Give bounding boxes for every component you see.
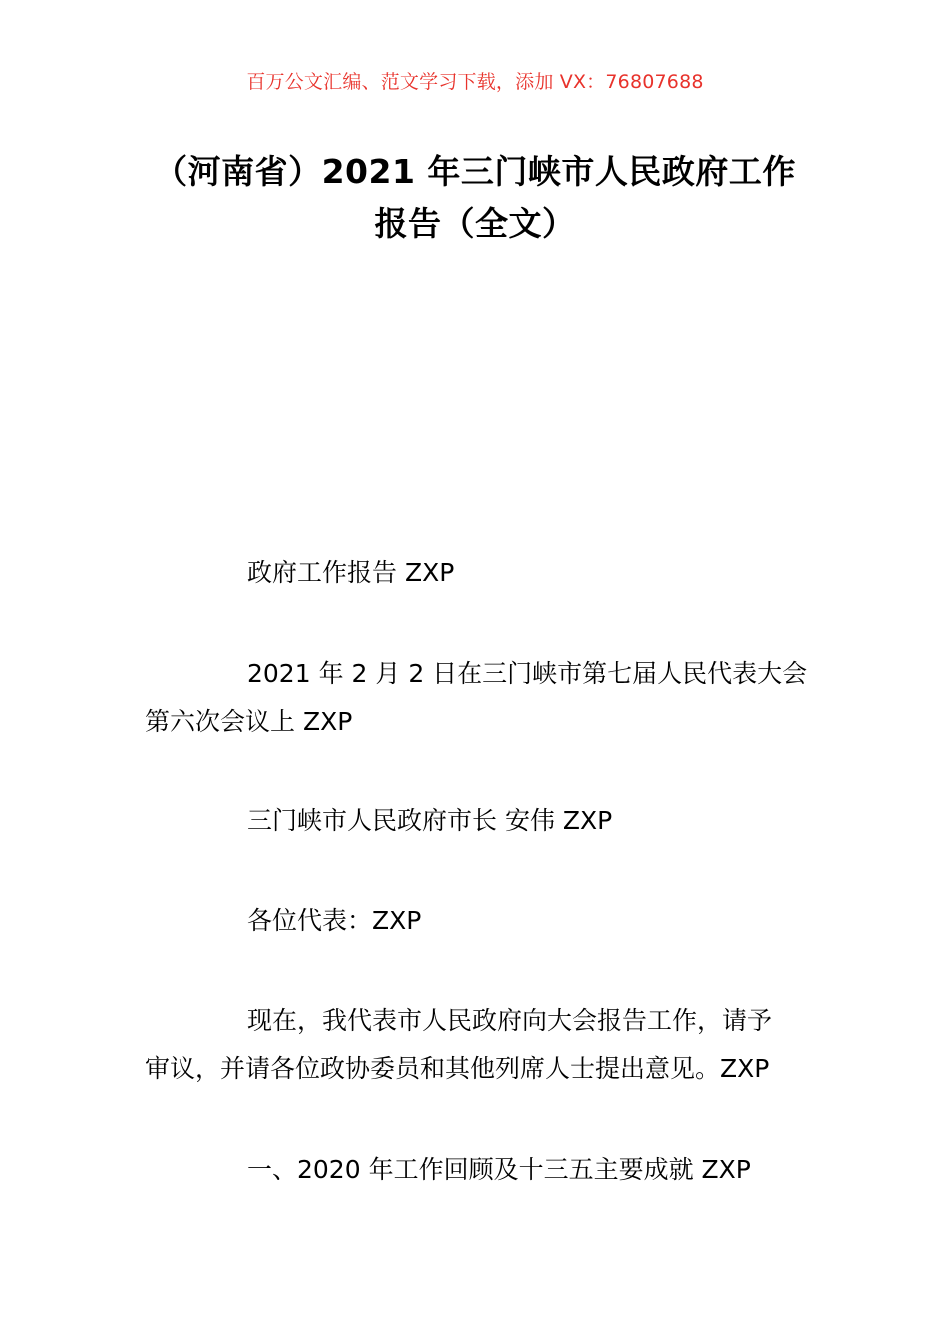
paragraph-line: 政府工作报告 ZXP <box>247 558 455 587</box>
paragraph-line: 三门峡市人民政府市长 安伟 ZXP <box>247 806 613 835</box>
section-heading <box>145 1146 810 1194</box>
document-title-line-1: （河南省）2021 年三门峡市人民政府工作 <box>154 152 796 191</box>
paragraph-line: 现在，我代表市人民政府向大会报告工作，请予 <box>247 1006 773 1035</box>
header-promo-note: 百万公文汇编、范文学习下载，添加 VX：76807688 <box>246 71 704 93</box>
paragraph-meeting-date <box>145 650 810 746</box>
paragraph-speaker <box>145 797 810 845</box>
paragraph-line: 2021 年 2 月 2 日在三门峡市第七届人民代表大会 <box>247 659 808 688</box>
paragraph-line: 各位代表：ZXP <box>247 906 422 935</box>
paragraph-line: 审议，并请各位政协委员和其他列席人士提出意见。ZXP <box>145 1054 770 1083</box>
document-title <box>140 146 810 250</box>
paragraph-opening <box>145 997 810 1093</box>
paragraph-line: 一、2020 年工作回顾及十三五主要成就 ZXP <box>247 1155 751 1184</box>
paragraph-line: 第六次会议上 ZXP <box>145 707 353 736</box>
paragraph-report-name <box>145 549 810 597</box>
paragraph-salutation <box>145 897 810 945</box>
document-title-line-2: 报告（全文） <box>374 204 576 243</box>
